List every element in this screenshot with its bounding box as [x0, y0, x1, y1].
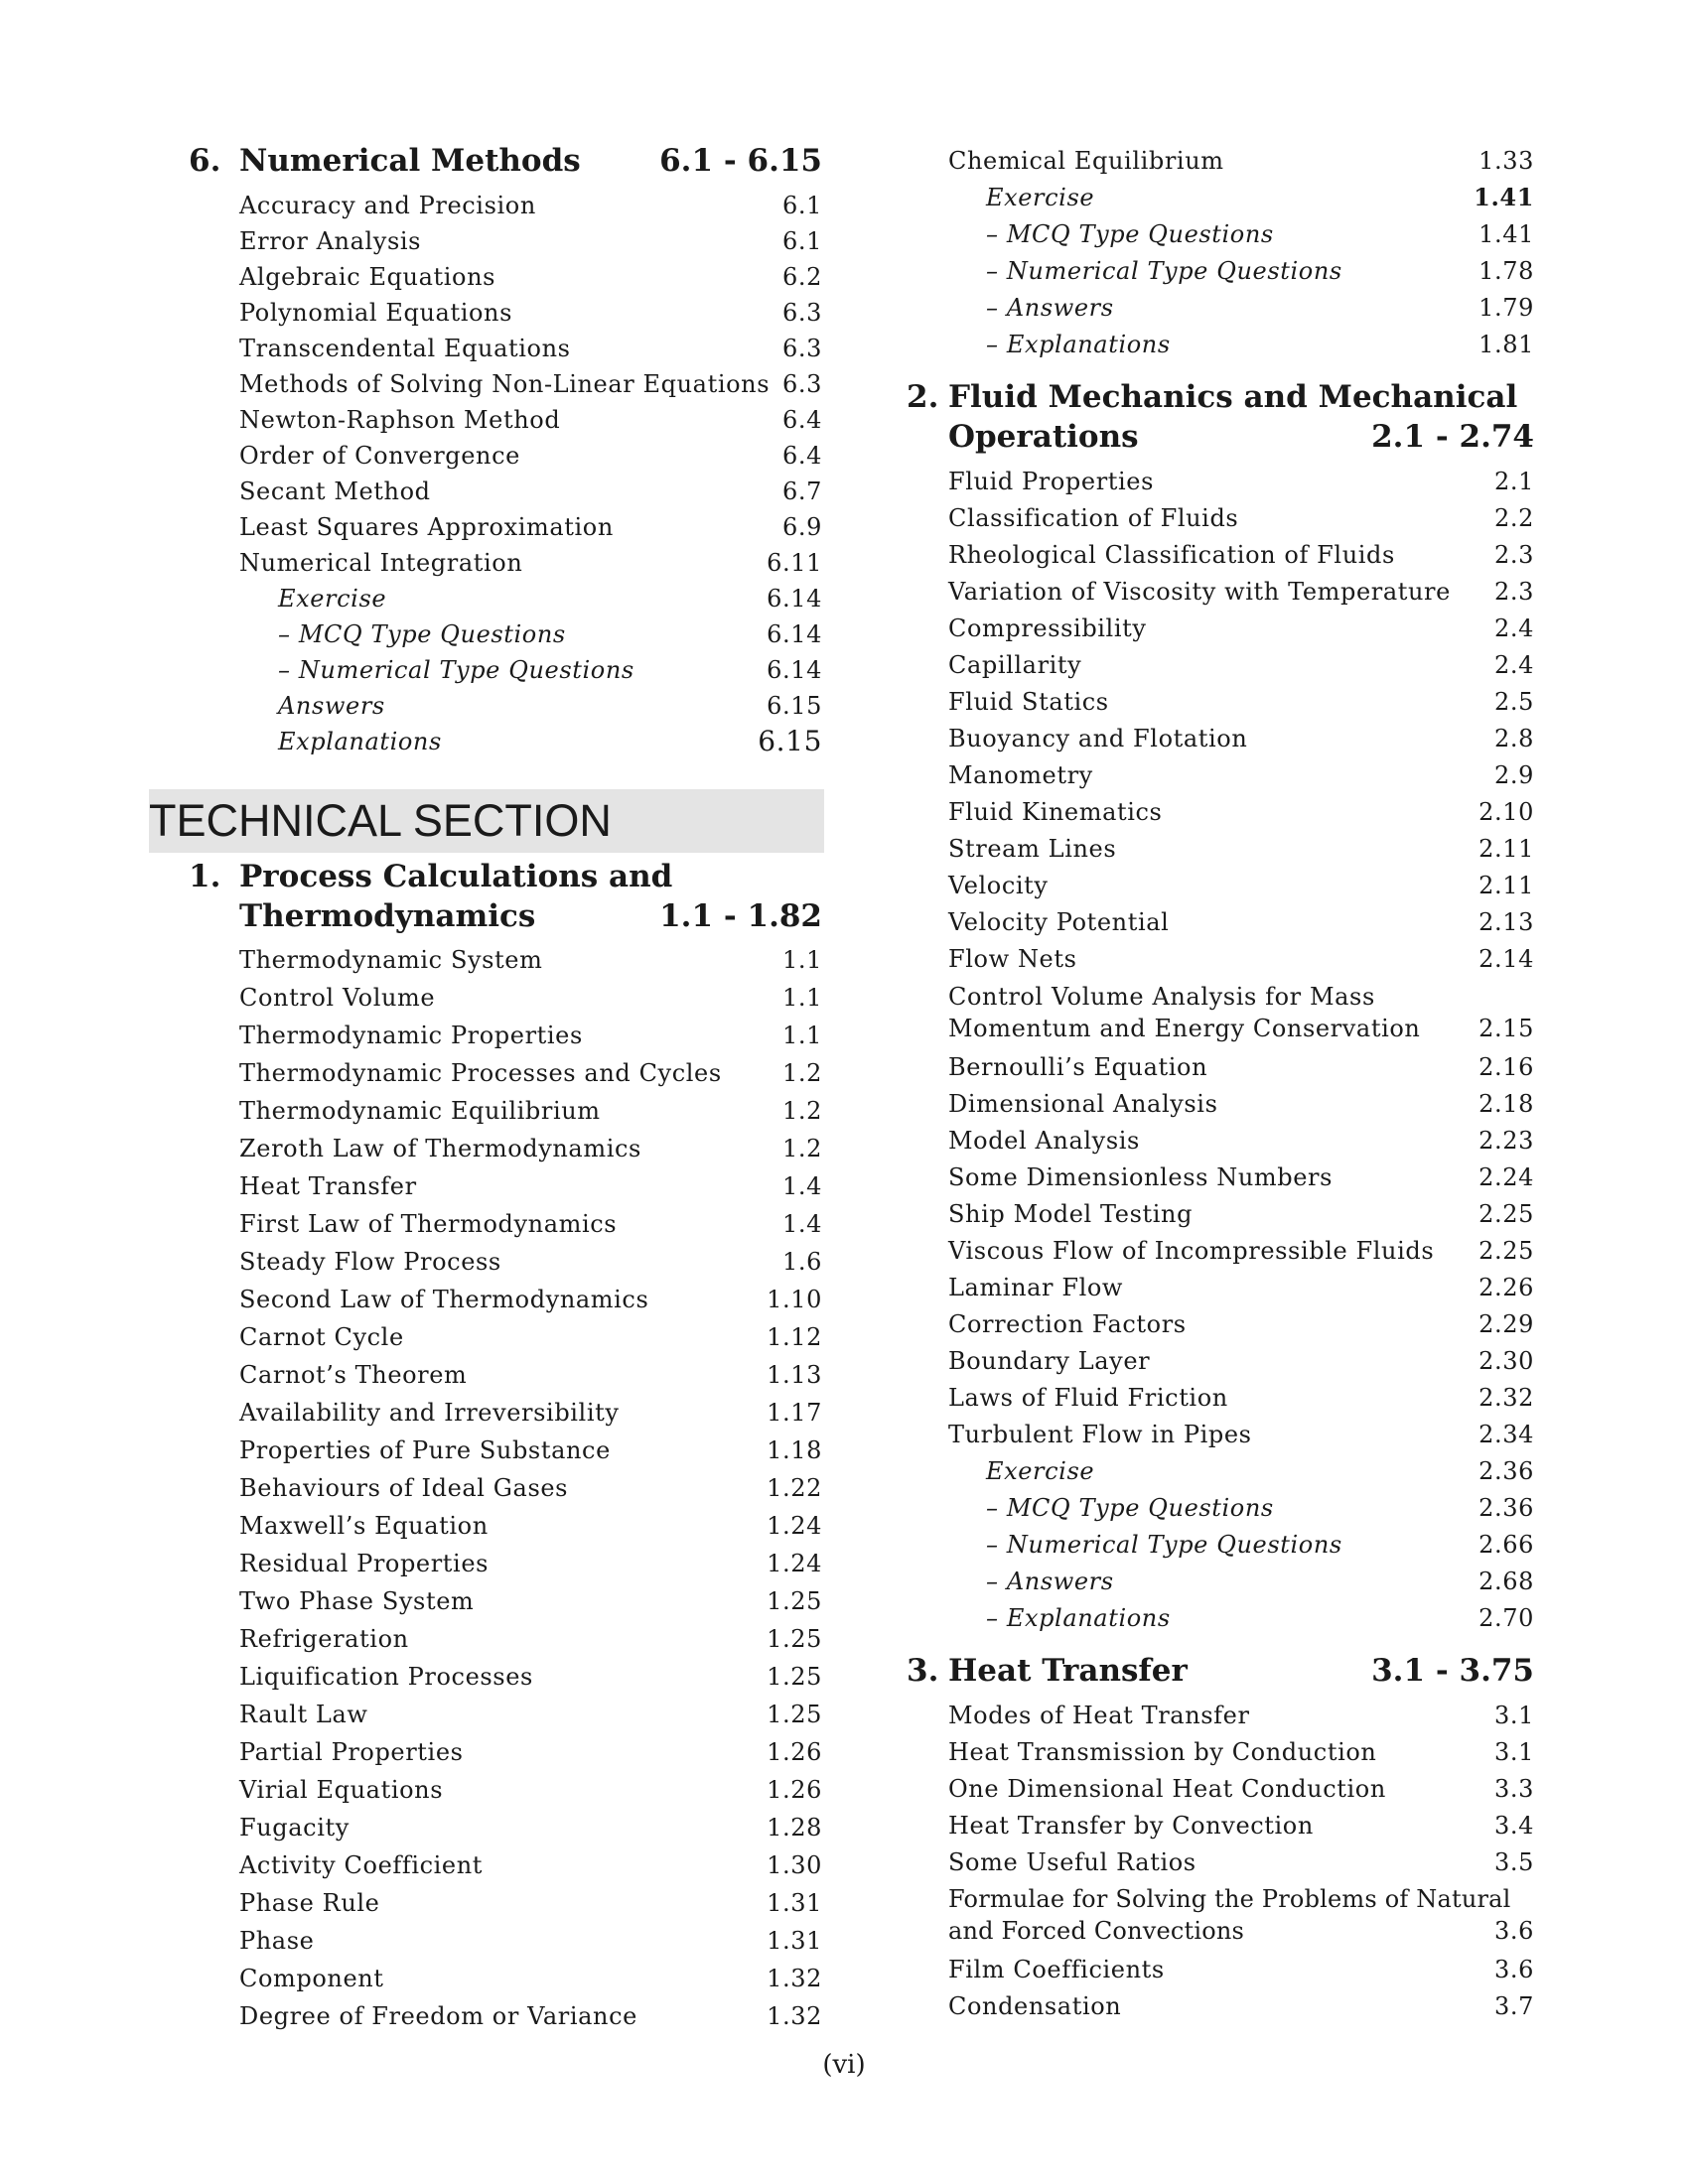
toc-entry-title: Carnot’s Theorem — [239, 1361, 468, 1389]
toc-entry-page: 6.7 — [782, 478, 822, 505]
toc-entry-title: – Explanations — [986, 1604, 1171, 1632]
toc-entry-page: 2.11 — [1478, 835, 1534, 863]
toc-entry-page: 1.41 — [1478, 220, 1534, 248]
toc-entry[interactable] — [948, 574, 1534, 610]
toc-entry-page: 1.25 — [767, 1663, 822, 1691]
toc-entry-page: 1.32 — [767, 2002, 822, 2030]
toc-entry-page: 2.4 — [1494, 614, 1534, 642]
toc-entry-page: 1.17 — [767, 1399, 822, 1427]
toc-entry[interactable] — [239, 1319, 822, 1355]
toc-entry[interactable] — [239, 1206, 822, 1242]
toc-entry[interactable] — [948, 868, 1534, 903]
toc-entry-title: Degree of Freedom or Variance — [239, 2002, 637, 2030]
toc-entry-page: 2.14 — [1478, 945, 1534, 973]
toc-entry[interactable] — [239, 474, 822, 509]
toc-entry-title: Heat Transfer — [239, 1172, 417, 1200]
toc-entry-title: Some Dimensionless Numbers — [948, 1163, 1334, 1191]
toc-entry[interactable] — [948, 904, 1534, 940]
toc-entry-page: 3.6 — [1494, 1956, 1534, 1983]
toc-entry-title: Phase Rule — [239, 1889, 380, 1917]
toc-entry-page: 6.4 — [782, 442, 822, 470]
toc-entry-subitem[interactable] — [986, 327, 1534, 362]
toc-entry[interactable] — [239, 1546, 822, 1581]
toc-entry[interactable] — [948, 1049, 1534, 1085]
toc-entry-page: 2.9 — [1494, 761, 1534, 789]
toc-entry-title: Classification of Fluids — [948, 504, 1239, 532]
toc-entry[interactable] — [948, 794, 1534, 830]
toc-entry-title: Maxwell’s Equation — [239, 1512, 489, 1540]
toc-entry-page: 6.2 — [782, 263, 822, 291]
toc-entry-page: 1.32 — [767, 1965, 822, 1992]
toc-entry-title: Phase — [239, 1927, 315, 1955]
toc-entry-page: 1.22 — [767, 1474, 822, 1502]
toc-entry[interactable] — [239, 1395, 822, 1431]
toc-entry-title: Dimensional Analysis — [948, 1090, 1218, 1118]
toc-entry-page: 1.2 — [782, 1059, 822, 1087]
toc-entry-subitem[interactable] — [986, 253, 1534, 289]
toc-entry-exercise[interactable] — [986, 180, 1534, 215]
toc-entry-page: 2.4 — [1494, 651, 1534, 679]
toc-entry-page: 6.1 — [782, 227, 822, 255]
toc-entry-page: 2.36 — [1478, 1494, 1534, 1522]
toc-entry-page: 1.25 — [767, 1587, 822, 1615]
toc-entry-title: Virial Equations — [239, 1776, 444, 1804]
toc-entry[interactable] — [239, 545, 822, 581]
toc-entry-page: 6.14 — [767, 656, 822, 684]
toc-entry[interactable] — [948, 1883, 1534, 1947]
toc-entry-page: 1.6 — [782, 1248, 822, 1276]
toc-entry[interactable] — [239, 1734, 822, 1770]
toc-entry[interactable] — [239, 1621, 822, 1657]
toc-entry-title: Buoyancy and Flotation — [948, 725, 1248, 752]
chapter-6-number: 6. — [189, 143, 221, 179]
toc-entry-title: – Numerical Type Questions — [986, 1531, 1342, 1559]
toc-entry[interactable] — [239, 1772, 822, 1808]
toc-entry-page: 6.3 — [782, 299, 822, 327]
toc-entry-title: First Law of Thermodynamics — [239, 1210, 618, 1238]
toc-entry[interactable] — [948, 941, 1534, 977]
toc-entry[interactable] — [239, 1923, 822, 1959]
toc-entry-page: 1.2 — [782, 1135, 822, 1162]
toc-entry-subitem[interactable] — [278, 616, 822, 652]
toc-entry-title: Thermodynamic Processes and Cycles — [239, 1059, 722, 1087]
toc-entry-page: 1.33 — [1478, 147, 1534, 175]
toc-entry-title: Stream Lines — [948, 835, 1117, 863]
chapter-1-title-line1: Process Calculations and — [239, 859, 673, 894]
toc-entry[interactable] — [239, 1659, 822, 1695]
toc-entry-page: 6.14 — [767, 620, 822, 648]
toc-entry-title: – Numerical Type Questions — [278, 656, 634, 684]
toc-entry-title: Order of Convergence — [239, 442, 520, 470]
chapter-2-title-line2: Operations — [948, 419, 1139, 455]
toc-entry[interactable] — [948, 1844, 1534, 1880]
toc-entry-page: 2.32 — [1478, 1384, 1534, 1412]
toc-entry[interactable] — [948, 1380, 1534, 1416]
toc-entry[interactable] — [948, 1771, 1534, 1807]
toc-entry[interactable] — [948, 684, 1534, 720]
toc-entry-title: Component — [239, 1965, 384, 1992]
toc-entry-title: Laws of Fluid Friction — [948, 1384, 1228, 1412]
toc-entry[interactable] — [948, 981, 1534, 1044]
toc-entry-title: Least Squares Approximation — [239, 513, 614, 541]
toc-entry[interactable] — [239, 1093, 822, 1129]
toc-entry-title: Model Analysis — [948, 1127, 1140, 1155]
toc-entry[interactable] — [948, 1306, 1534, 1342]
toc-entry-title: One Dimensional Heat Conduction — [948, 1775, 1386, 1803]
toc-entry-title: Carnot Cycle — [239, 1323, 404, 1351]
toc-entry-title: Algebraic Equations — [239, 263, 496, 291]
toc-entry-page: 6.4 — [782, 406, 822, 434]
toc-entry-page: 1.78 — [1478, 257, 1534, 285]
toc-entry-title: Refrigeration — [239, 1625, 409, 1653]
toc-entry-title: Rault Law — [239, 1701, 368, 1728]
toc-entry[interactable] — [948, 537, 1534, 573]
toc-entry[interactable] — [239, 1131, 822, 1166]
toc-entry-subitem[interactable] — [278, 724, 822, 759]
toc-entry-page: 1.25 — [767, 1625, 822, 1653]
toc-entry[interactable] — [948, 1086, 1534, 1122]
toc-entry-title: Formulae for Solving the Problems of Natural and Forced Convections — [948, 1885, 1511, 1945]
toc-entry-title: Control Volume — [239, 984, 436, 1012]
toc-entry-title: Exercise — [278, 585, 387, 613]
toc-entry-page: 6.11 — [767, 549, 822, 577]
toc-entry-page: 6.3 — [782, 335, 822, 362]
chapter-3-title: Heat Transfer — [948, 1653, 1188, 1689]
toc-entry[interactable] — [239, 1847, 822, 1883]
toc-entry-page: 1.41 — [1474, 183, 1534, 211]
toc-entry-page: 1.1 — [782, 1022, 822, 1049]
toc-entry-page: 2.36 — [1478, 1457, 1534, 1485]
chapter-1-title-line2: Thermodynamics — [239, 898, 536, 934]
toc-entry-subitem[interactable] — [278, 652, 822, 688]
toc-entry[interactable] — [948, 721, 1534, 756]
toc-entry-page: 3.1 — [1494, 1738, 1534, 1766]
toc-entry[interactable] — [239, 1998, 822, 2034]
toc-entry-page: 1.26 — [767, 1738, 822, 1766]
toc-entry-title: Exercise — [986, 184, 1095, 211]
toc-entry-title: Control Volume Analysis for Mass Momentum and Energy Conservation — [948, 983, 1421, 1042]
toc-entry-title: Second Law of Thermodynamics — [239, 1286, 649, 1313]
toc-entry[interactable] — [948, 647, 1534, 683]
toc-entry-page: 1.2 — [782, 1097, 822, 1125]
toc-entry-title: Correction Factors — [948, 1310, 1187, 1338]
toc-entry[interactable] — [948, 1123, 1534, 1159]
toc-entry-title: Fluid Statics — [948, 688, 1109, 716]
toc-entry-title: Partial Properties — [239, 1738, 464, 1766]
toc-entry-title: Variation of Viscosity with Temperature — [948, 578, 1451, 606]
toc-entry-page: 2.68 — [1478, 1568, 1534, 1595]
toc-entry-title: Newton-Raphson Method — [239, 406, 561, 434]
toc-entry-page: 6.14 — [767, 585, 822, 613]
toc-entry-title: – MCQ Type Questions — [986, 220, 1274, 248]
toc-entry-page: 1.26 — [767, 1776, 822, 1804]
toc-entry-title: Residual Properties — [239, 1550, 490, 1577]
toc-entry-title: Manometry — [948, 761, 1093, 789]
toc-entry-title: Modes of Heat Transfer — [948, 1702, 1250, 1729]
toc-entry[interactable] — [948, 1952, 1534, 1987]
page-number: (vi) — [822, 2050, 866, 2080]
toc-entry[interactable] — [239, 1508, 822, 1544]
toc-entry[interactable] — [239, 942, 822, 978]
toc-entry-page: 6.1 — [782, 192, 822, 219]
toc-entry-title: – Answers — [986, 1568, 1114, 1595]
toc-entry-title: Thermodynamic Equilibrium — [239, 1097, 601, 1125]
toc-entry[interactable] — [948, 1417, 1534, 1452]
toc-entry-title: Fluid Properties — [948, 468, 1155, 495]
toc-entry-subitem[interactable] — [986, 290, 1534, 326]
toc-entry-title: Condensation — [948, 1992, 1122, 2020]
toc-entry-page: 3.1 — [1494, 1702, 1534, 1729]
toc-entry-page: 2.13 — [1478, 908, 1534, 936]
toc-entry-page: 2.15 — [1478, 1015, 1534, 1042]
toc-entry-title: Explanations — [278, 728, 442, 755]
toc-entry-title: Polynomial Equations — [239, 299, 513, 327]
toc-entry-title: – Numerical Type Questions — [986, 257, 1342, 285]
toc-entry-page: 1.81 — [1478, 331, 1534, 358]
toc-entry-title: Behaviours of Ideal Gases — [239, 1474, 569, 1502]
toc-entry-title: Zeroth Law of Thermodynamics — [239, 1135, 641, 1162]
toc-entry-page: 2.10 — [1478, 798, 1534, 826]
toc-entry-title: Rheological Classification of Fluids — [948, 541, 1395, 569]
toc-entry[interactable] — [948, 500, 1534, 536]
toc-entry-page: 1.4 — [782, 1210, 822, 1238]
toc-entry[interactable] — [239, 1885, 822, 1921]
toc-entry-title: Transcendental Equations — [239, 335, 571, 362]
section-banner-title: TECHNICAL SECTION — [149, 795, 612, 846]
toc-entry-title: Accuracy and Precision — [239, 192, 536, 219]
toc-entry[interactable] — [239, 1433, 822, 1468]
toc-entry-page: 1.13 — [767, 1361, 822, 1389]
toc-entry-title: Steady Flow Process — [239, 1248, 501, 1276]
toc-entry[interactable] — [948, 611, 1534, 646]
toc-entry[interactable] — [239, 1697, 822, 1732]
toc-entry-title: Velocity Potential — [948, 908, 1170, 936]
toc-entry[interactable] — [948, 1233, 1534, 1269]
toc-entry[interactable] — [948, 1988, 1534, 2024]
toc-entry-page: 3.6 — [1494, 1917, 1534, 1945]
toc-entry-page: 1.24 — [767, 1550, 822, 1577]
toc-entry-page: 2.16 — [1478, 1053, 1534, 1081]
toc-entry-page: 2.8 — [1494, 725, 1534, 752]
toc-entry-page: 2.70 — [1478, 1604, 1534, 1632]
toc-entry-title: Fugacity — [239, 1814, 350, 1842]
toc-entry-page: 1.18 — [767, 1436, 822, 1464]
toc-entry[interactable] — [239, 331, 822, 366]
toc-entry-title: Exercise — [986, 1457, 1095, 1485]
chapter-2-title-line1: Fluid Mechanics and Mechanical — [948, 379, 1518, 415]
toc-entry[interactable] — [239, 1583, 822, 1619]
toc-entry[interactable] — [239, 1470, 822, 1506]
toc-entry[interactable] — [239, 980, 822, 1016]
toc-entry[interactable] — [239, 509, 822, 545]
toc-entry[interactable] — [948, 1698, 1534, 1733]
toc-entry-subitem[interactable] — [986, 1490, 1534, 1526]
toc-entry[interactable] — [239, 366, 822, 402]
toc-entry-title: Flow Nets — [948, 945, 1077, 973]
toc-entry[interactable] — [239, 188, 822, 223]
toc-entry-page: 2.18 — [1478, 1090, 1534, 1118]
toc-entry-title: Film Coefficients — [948, 1956, 1165, 1983]
toc-entry-title: Capillarity — [948, 651, 1082, 679]
toc-entry-title: Velocity — [948, 872, 1049, 899]
toc-entry-subitem[interactable] — [986, 1527, 1534, 1563]
toc-entry[interactable] — [948, 1270, 1534, 1305]
toc-entry-title: Answers — [278, 692, 385, 720]
toc-entry-subitem[interactable] — [986, 216, 1534, 252]
toc-entry-title: Compressibility — [948, 614, 1147, 642]
toc-entry-subitem[interactable] — [986, 1564, 1534, 1599]
toc-entry[interactable] — [239, 1168, 822, 1204]
toc-entry-page: 2.11 — [1478, 872, 1534, 899]
toc-entry-page: 2.30 — [1478, 1347, 1534, 1375]
toc-entry-page: 1.31 — [767, 1927, 822, 1955]
toc-entry-page: 2.29 — [1478, 1310, 1534, 1338]
toc-entry-title: Liquification Processes — [239, 1663, 533, 1691]
toc-entry[interactable] — [948, 1808, 1534, 1843]
chapter-2-pages: 2.1 - 2.74 — [1371, 419, 1534, 455]
toc-entry[interactable] — [948, 464, 1534, 499]
toc-entry-title: Secant Method — [239, 478, 431, 505]
toc-entry-title: Two Phase System — [239, 1587, 475, 1615]
toc-entry-title: – MCQ Type Questions — [986, 1494, 1274, 1522]
toc-entry-page: 2.66 — [1478, 1531, 1534, 1559]
toc-entry-title: Chemical Equilibrium — [948, 147, 1224, 175]
toc-entry[interactable] — [239, 1055, 822, 1091]
toc-entry[interactable] — [948, 143, 1534, 179]
toc-entry-page: 1.28 — [767, 1814, 822, 1842]
toc-entry-page: 1.10 — [767, 1286, 822, 1313]
toc-entry[interactable] — [948, 1734, 1534, 1770]
chapter-2-number: 2. — [907, 379, 939, 415]
toc-entry[interactable] — [948, 1196, 1534, 1232]
toc-entry-subitem[interactable] — [278, 688, 822, 724]
toc-entry-page: 3.4 — [1494, 1812, 1534, 1840]
toc-entry-title: – MCQ Type Questions — [278, 620, 566, 648]
toc-entry[interactable] — [239, 1282, 822, 1317]
toc-entry-title: Methods of Solving Non-Linear Equations — [239, 370, 771, 398]
toc-entry-page: 2.34 — [1478, 1421, 1534, 1448]
toc-entry-title: Boundary Layer — [948, 1347, 1151, 1375]
toc-entry[interactable] — [948, 1160, 1534, 1195]
toc-entry-page: 3.3 — [1494, 1775, 1534, 1803]
toc-entry-page: 6.9 — [782, 513, 822, 541]
toc-entry[interactable] — [239, 1810, 822, 1845]
toc-entry-title: Turbulent Flow in Pipes — [948, 1421, 1252, 1448]
toc-entry-exercise[interactable] — [278, 581, 822, 616]
toc-entry-page: 2.23 — [1478, 1127, 1534, 1155]
toc-entry-page: 2.3 — [1494, 578, 1534, 606]
toc-entry-title: Heat Transmission by Conduction — [948, 1738, 1377, 1766]
toc-entry[interactable] — [239, 1961, 822, 1996]
toc-entry-title: Ship Model Testing — [948, 1200, 1194, 1228]
toc-entry-title: – Answers — [986, 294, 1114, 322]
toc-entry-page: 6.3 — [782, 370, 822, 398]
toc-entry-page: 2.2 — [1494, 504, 1534, 532]
toc-entry-title: Availability and Irreversibility — [239, 1399, 620, 1427]
toc-entry-page: 1.30 — [767, 1851, 822, 1879]
chapter-3-number: 3. — [907, 1653, 939, 1689]
chapter-6-title: Numerical Methods — [239, 143, 581, 179]
toc-entry-title: Activity Coefficient — [239, 1851, 484, 1879]
toc-entry-title: Heat Transfer by Convection — [948, 1812, 1314, 1840]
toc-entry-page: 2.5 — [1494, 688, 1534, 716]
toc-entry-page: 2.25 — [1478, 1200, 1534, 1228]
toc-entry[interactable] — [239, 1018, 822, 1053]
toc-entry-page: 2.1 — [1494, 468, 1534, 495]
toc-entry-title: Thermodynamic Properties — [239, 1022, 583, 1049]
toc-entry[interactable] — [948, 1343, 1534, 1379]
toc-entry-page: 1.4 — [782, 1172, 822, 1200]
toc-entry[interactable] — [239, 295, 822, 331]
toc-entry[interactable] — [239, 438, 822, 474]
toc-entry-title: Laminar Flow — [948, 1274, 1124, 1301]
toc-entry-subitem[interactable] — [986, 1600, 1534, 1636]
toc-entry-page: 1.79 — [1478, 294, 1534, 322]
toc-entry-title: Viscous Flow of Incompressible Fluids — [948, 1237, 1435, 1265]
toc-entry-page: 1.12 — [767, 1323, 822, 1351]
toc-entry-title: Numerical Integration — [239, 549, 523, 577]
toc-entry-page: 6.15 — [767, 692, 822, 720]
toc-entry-page: 2.25 — [1478, 1237, 1534, 1265]
toc-entry[interactable] — [239, 259, 822, 295]
toc-entry-title: – Explanations — [986, 331, 1171, 358]
toc-entry-title: Thermodynamic System — [239, 946, 543, 974]
toc-entry-page: 6.15 — [758, 725, 822, 757]
toc-entry-title: Properties of Pure Substance — [239, 1436, 611, 1464]
toc-entry-page: 3.5 — [1494, 1848, 1534, 1876]
chapter-3-pages: 3.1 - 3.75 — [1371, 1653, 1534, 1689]
toc-entry-page: 2.26 — [1478, 1274, 1534, 1301]
toc-entry[interactable] — [239, 402, 822, 438]
toc-entry[interactable] — [239, 1244, 822, 1280]
toc-entry-page: 1.25 — [767, 1701, 822, 1728]
toc-entry-page: 2.3 — [1494, 541, 1534, 569]
toc-entry-page: 3.7 — [1494, 1992, 1534, 2020]
toc-entry[interactable] — [948, 757, 1534, 793]
toc-entry-page: 1.1 — [782, 984, 822, 1012]
toc-entry-page: 1.1 — [782, 946, 822, 974]
toc-entry-title: Error Analysis — [239, 227, 422, 255]
toc-entry-page: 2.24 — [1478, 1163, 1534, 1191]
toc-entry-exercise[interactable] — [986, 1453, 1534, 1489]
toc-entry-page: 1.24 — [767, 1512, 822, 1540]
chapter-6-pages: 6.1 - 6.15 — [659, 143, 822, 179]
chapter-1-pages: 1.1 - 1.82 — [659, 898, 822, 934]
toc-entry[interactable] — [239, 1357, 822, 1393]
toc-entry-title: Fluid Kinematics — [948, 798, 1163, 826]
chapter-1-number: 1. — [189, 859, 221, 894]
toc-entry-page: 1.31 — [767, 1889, 822, 1917]
toc-entry[interactable] — [239, 223, 822, 259]
toc-entry-title: Bernoulli’s Equation — [948, 1053, 1208, 1081]
toc-entry-title: Some Useful Ratios — [948, 1848, 1196, 1876]
toc-entry[interactable] — [948, 831, 1534, 867]
